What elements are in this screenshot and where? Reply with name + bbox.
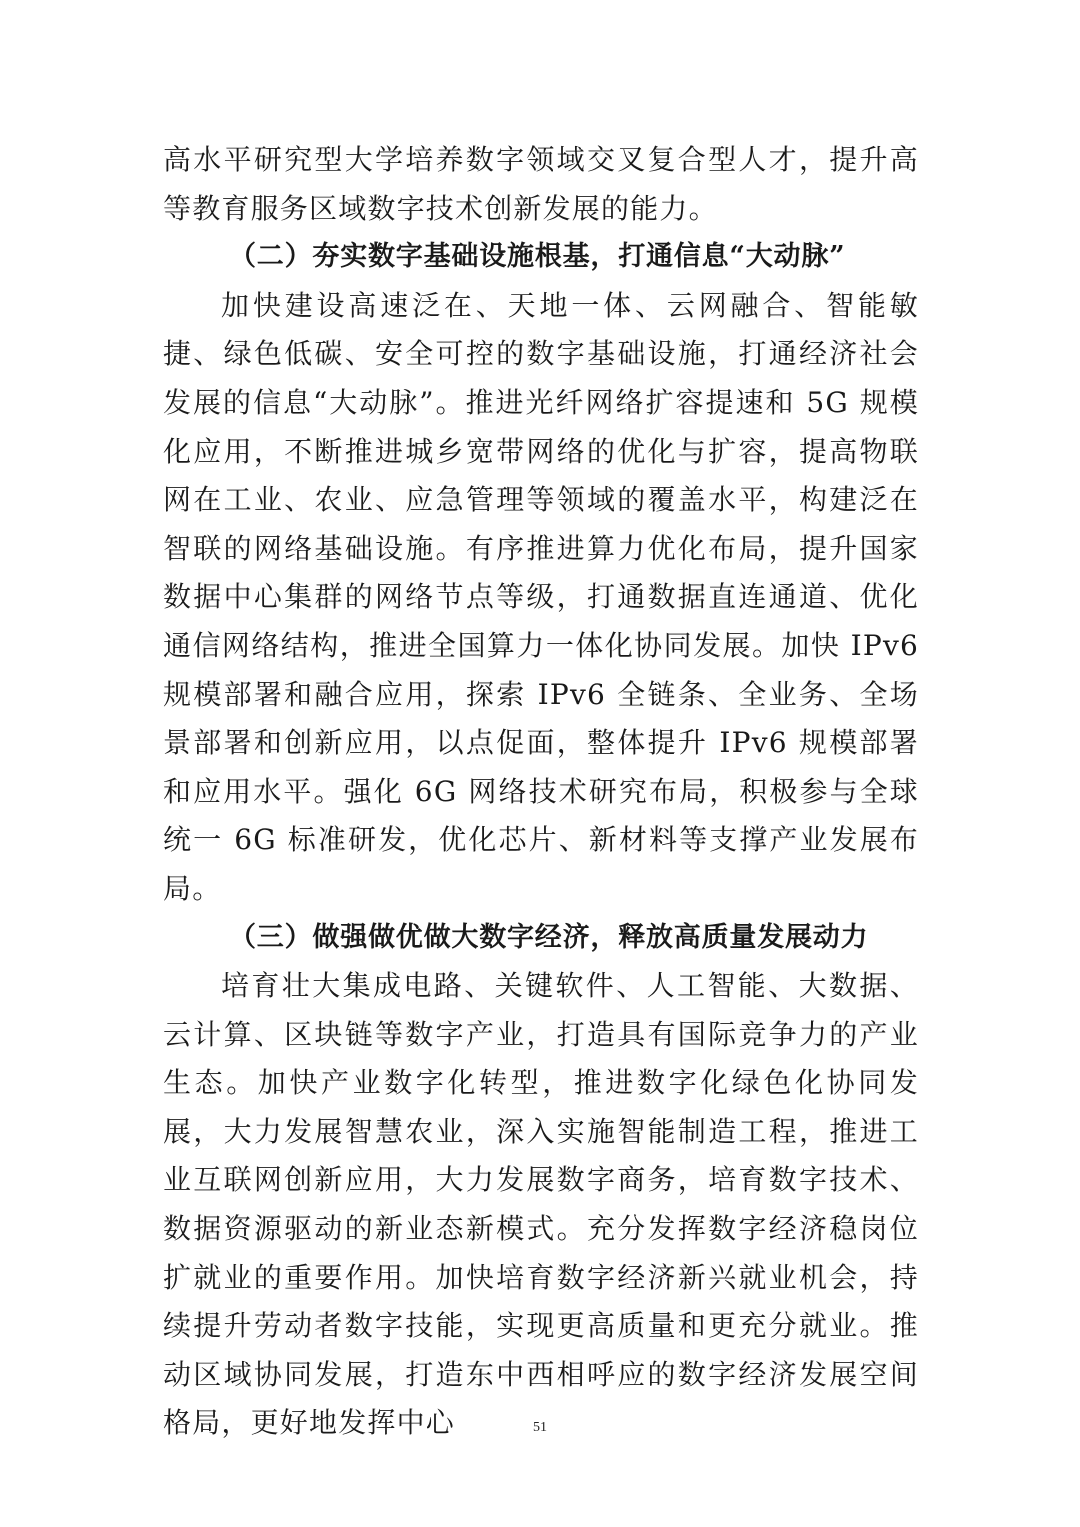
page-body bbox=[163, 136, 919, 1448]
section-heading-2: （二）夯实数字基础设施根基，打通信息“大动脉” bbox=[229, 241, 846, 273]
section-heading-3: （三）做强做优做大数字经济，释放高质量发展动力 bbox=[229, 921, 869, 953]
page-number: 51 bbox=[533, 1420, 547, 1435]
paragraph-digital-economy: 培育壮大集成电路、关键软件、人工智能、大数据、云计算、区块链等数字产业，打造具有国际竞争力的产业生态。加快产业数字化转型，推进数字化绿色化协同发展，大力发展智慧农业，深入实施智能制造工程，推进工业互联网创新应用，大力发展数字商务，培育数字技术、数据资源驱动的新业态新模式。充分发挥数字经济稳岗位扩就业的重要作用。加快培育数字经济新兴就业机会，持续提升劳动者数字技能，实现更高质量和更充分就业。推动区域协同发展，打造东中西相呼应的数字经济发展空间格局，更好地发挥中心 bbox=[163, 969, 919, 1440]
paragraph-continuation: 高水平研究型大学培养数字领域交叉复合型人才，提升高等教育服务区域数字技术创新发展的能力。 bbox=[163, 143, 919, 225]
paragraph-infrastructure: 加快建设高速泛在、天地一体、云网融合、智能敏捷、绿色低碳、安全可控的数字基础设施，打通经济社会发展的信息“大动脉”。推进光纤网络扩容提速和 5G 规模化应用，不断推进城乡宽带网络的优化与扩容，提高物联网在工业、农业、应急管理等领域的覆盖水平，构建泛在智联的网络基础设施。有序推进算力优化布局，提升国家数据中心集群的网络节点等级，打通数据直连通道、优化通信网络结构，推进全国算力一体化协同发展。加快 IPv6 规模部署和融合应用，探索 IPv6 全链条、全业务、全场景部署和创新应用，以点促面，整体提升 IPv6 规模部署和应用水平。强化 6G 网络技术研究布局，积极参与全球统一 6G 标准研发，优化芯片、新材料等支撑产业发展布局。 bbox=[163, 288, 919, 905]
